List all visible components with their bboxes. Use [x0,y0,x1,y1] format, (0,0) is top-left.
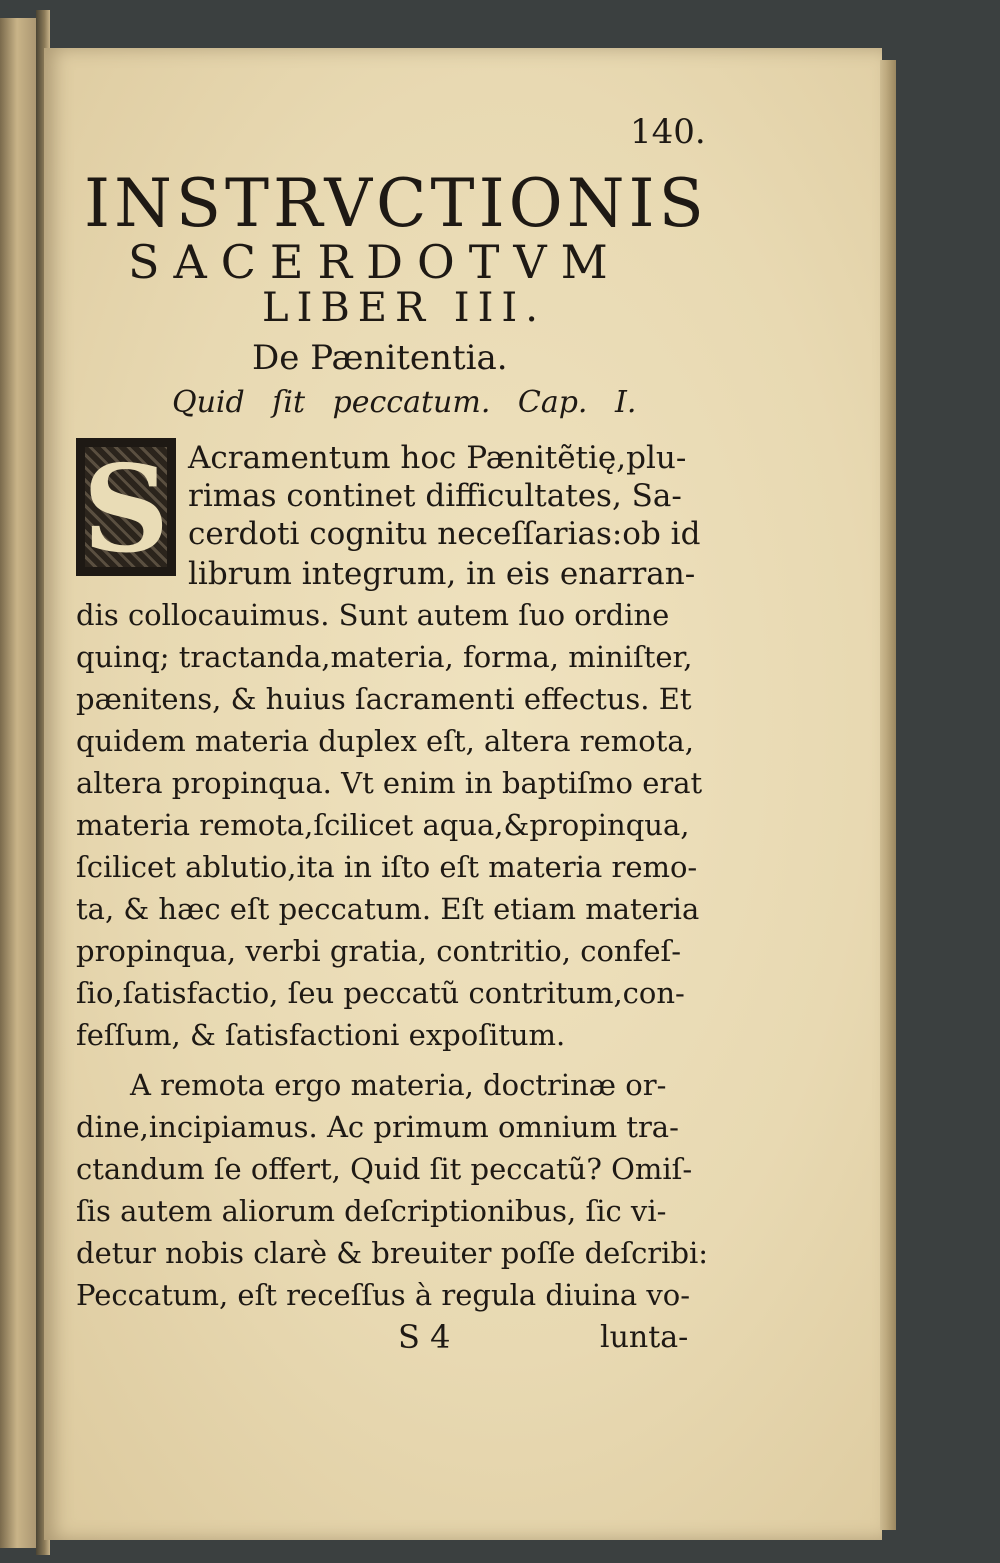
body-line: dine,incipiamus. Ac primum omnium tra- [76,1110,679,1144]
body-line: librum integrum, in eis enarran- [188,556,696,592]
body-line: A remota ergo materia, doctrinæ or- [130,1068,667,1102]
body-line: ſis autem aliorum deſcriptionibus, ſic vi- [76,1194,667,1228]
body-line: materia remota,ſcilicet aqua,&propinqua, [76,808,690,842]
body-line: feſſum, & ſatisfactioni expoſitum. [76,1018,566,1052]
body-line: ta, & hæc eſt peccatum. Eſt etiam materia [76,892,700,926]
facing-page-edge [0,18,38,1548]
initial-letter: S [82,439,170,580]
body-line: quidem materia duplex eſt, altera remota, [76,724,694,758]
catchword: lunta- [600,1320,689,1355]
title-line-3: LIBER III. [262,285,546,331]
body-line: pænitens, & huius ſacramenti effectus. Et [76,682,692,716]
body-line: detur nobis clarè & breuiter poſſe deſcribi: [76,1236,709,1270]
page-number: 140. [630,112,706,152]
decorated-initial [76,438,176,580]
title-line-2: SACERDOTVM [128,235,622,289]
body-line: dis collocauimus. Sunt autem ſuo ordine [76,598,670,632]
body-line: Peccatum, eſt receſſus à regula diuina vo- [76,1278,691,1312]
chapter-heading: Quid ſit peccatum. Cap. I. [172,385,637,420]
body-line: propinqua, verbi gratia, contritio, confeſ- [76,934,682,968]
body-line: ſio,ſatisfactio, ſeu peccatũ contritum,con- [76,976,685,1010]
signature-mark: S 4 [398,1318,451,1356]
page-fore-edge [880,60,896,1530]
body-line: Acramentum hoc Pænitẽtię,plu- [188,440,687,476]
body-line: ctandum ſe offert, Quid ſit peccatũ? Omiſ- [76,1152,693,1186]
body-line: cerdoti cognitu neceſſarias:ob id [188,516,701,552]
body-line: altera propinqua. Vt enim in baptiſmo erat [76,766,703,800]
body-line: ſcilicet ablutio,ita in iſto eſt materia remo- [76,850,698,884]
section-heading: De Pænitentia. [252,338,508,378]
body-line: quinq; tractanda,materia, forma, miniſter, [76,640,693,674]
body-line: rimas continet difficultates, Sa- [188,478,682,514]
title-line-1: INSTRVCTIONIS [84,165,708,242]
